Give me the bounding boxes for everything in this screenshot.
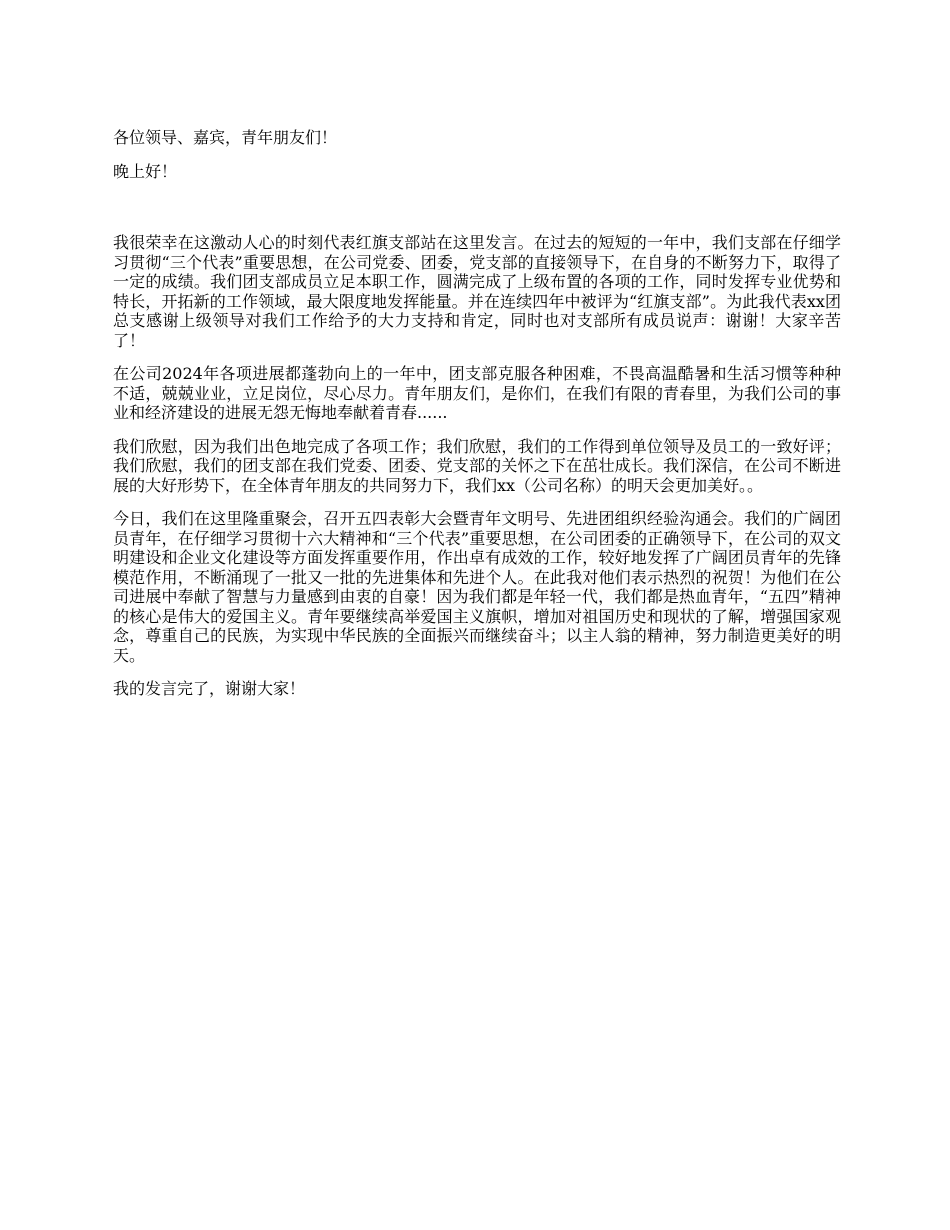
paragraph-year-review: 在公司2024年各项进展都蓬勃向上的一年中，团支部克服各种困难，不畏高温酷暑和生活习惯等种种不适，兢兢业业，立足岗位，尽心尽力。青年朋友们，是你们，在我们有限的青春里，为我们公司的事业和经济建设的进展无怨无悔地奉献着青春......: [113, 364, 841, 422]
paragraph-may-fourth: 今日，我们在这里隆重聚会，召开五四表彰大会暨青年文明号、先进团组织经验沟通会。我们的广阔团员青年，在仔细学习贯彻十六大精神和“三个代表”重要思想，在公司团委的正确领导下，在公司的双文明建设和企业文化建设等方面发挥重要作用，作出卓有成效的工作，较好地发挥了广阔团员青年的先锋模范作用，不断涌现了一批又一批的先进集体和先进个人。在此我对他们表示热烈的祝贺！为他们在公司进展中奉献了智慧与力量感到由衷的自豪！因为我们都是年轻一代，我们都是热血青年，“五四”精神的核心是伟大的爱国主义。青年要继续高举爱国主义旗帜，增加对祖国历史和现状的了解，增强国家观念，尊重自己的民族，为实现中华民族的全面振兴而继续奋斗；以主人翁的精神，努力制造更美好的明天。: [113, 509, 841, 665]
paragraph-intro: 我很荣幸在这激动人心的时刻代表红旗支部站在这里发言。在过去的短短的一年中，我们支部在仔细学习贯彻“三个代表”重要思想，在公司党委、团委，党支部的直接领导下，在自身的不断努力下，取得了一定的成绩。我们团支部成员立足本职工作，圆满完成了上级布置的各项的工作，同时发挥专业优势和特长，开拓新的工作领域，最大限度地发挥能量。并在连续四年中被评为“红旗支部”。为此我代表xx团总支感谢上级领导对我们工作给予的大力支持和肯定，同时也对支部所有成员说声：谢谢！大家辛苦了！: [113, 233, 841, 350]
greeting: 晚上好！: [113, 161, 178, 181]
paragraph-gratification: 我们欣慰，因为我们出色地完成了各项工作；我们欣慰，我们的工作得到单位领导及员工的一致好评；我们欣慰，我们的团支部在我们党委、团委、党支部的关怀之下在茁壮成长。我们深信，在公司不断进展的大好形势下，在全体青年朋友的共同努力下，我们xx（公司名称）的明天会更加美好。。: [113, 436, 841, 495]
salutation: 各位领导、嘉宾，青年朋友们！: [113, 128, 338, 147]
speech-document: [113, 128, 841, 713]
paragraph-closing: 我的发言完了，谢谢大家！: [113, 679, 306, 698]
